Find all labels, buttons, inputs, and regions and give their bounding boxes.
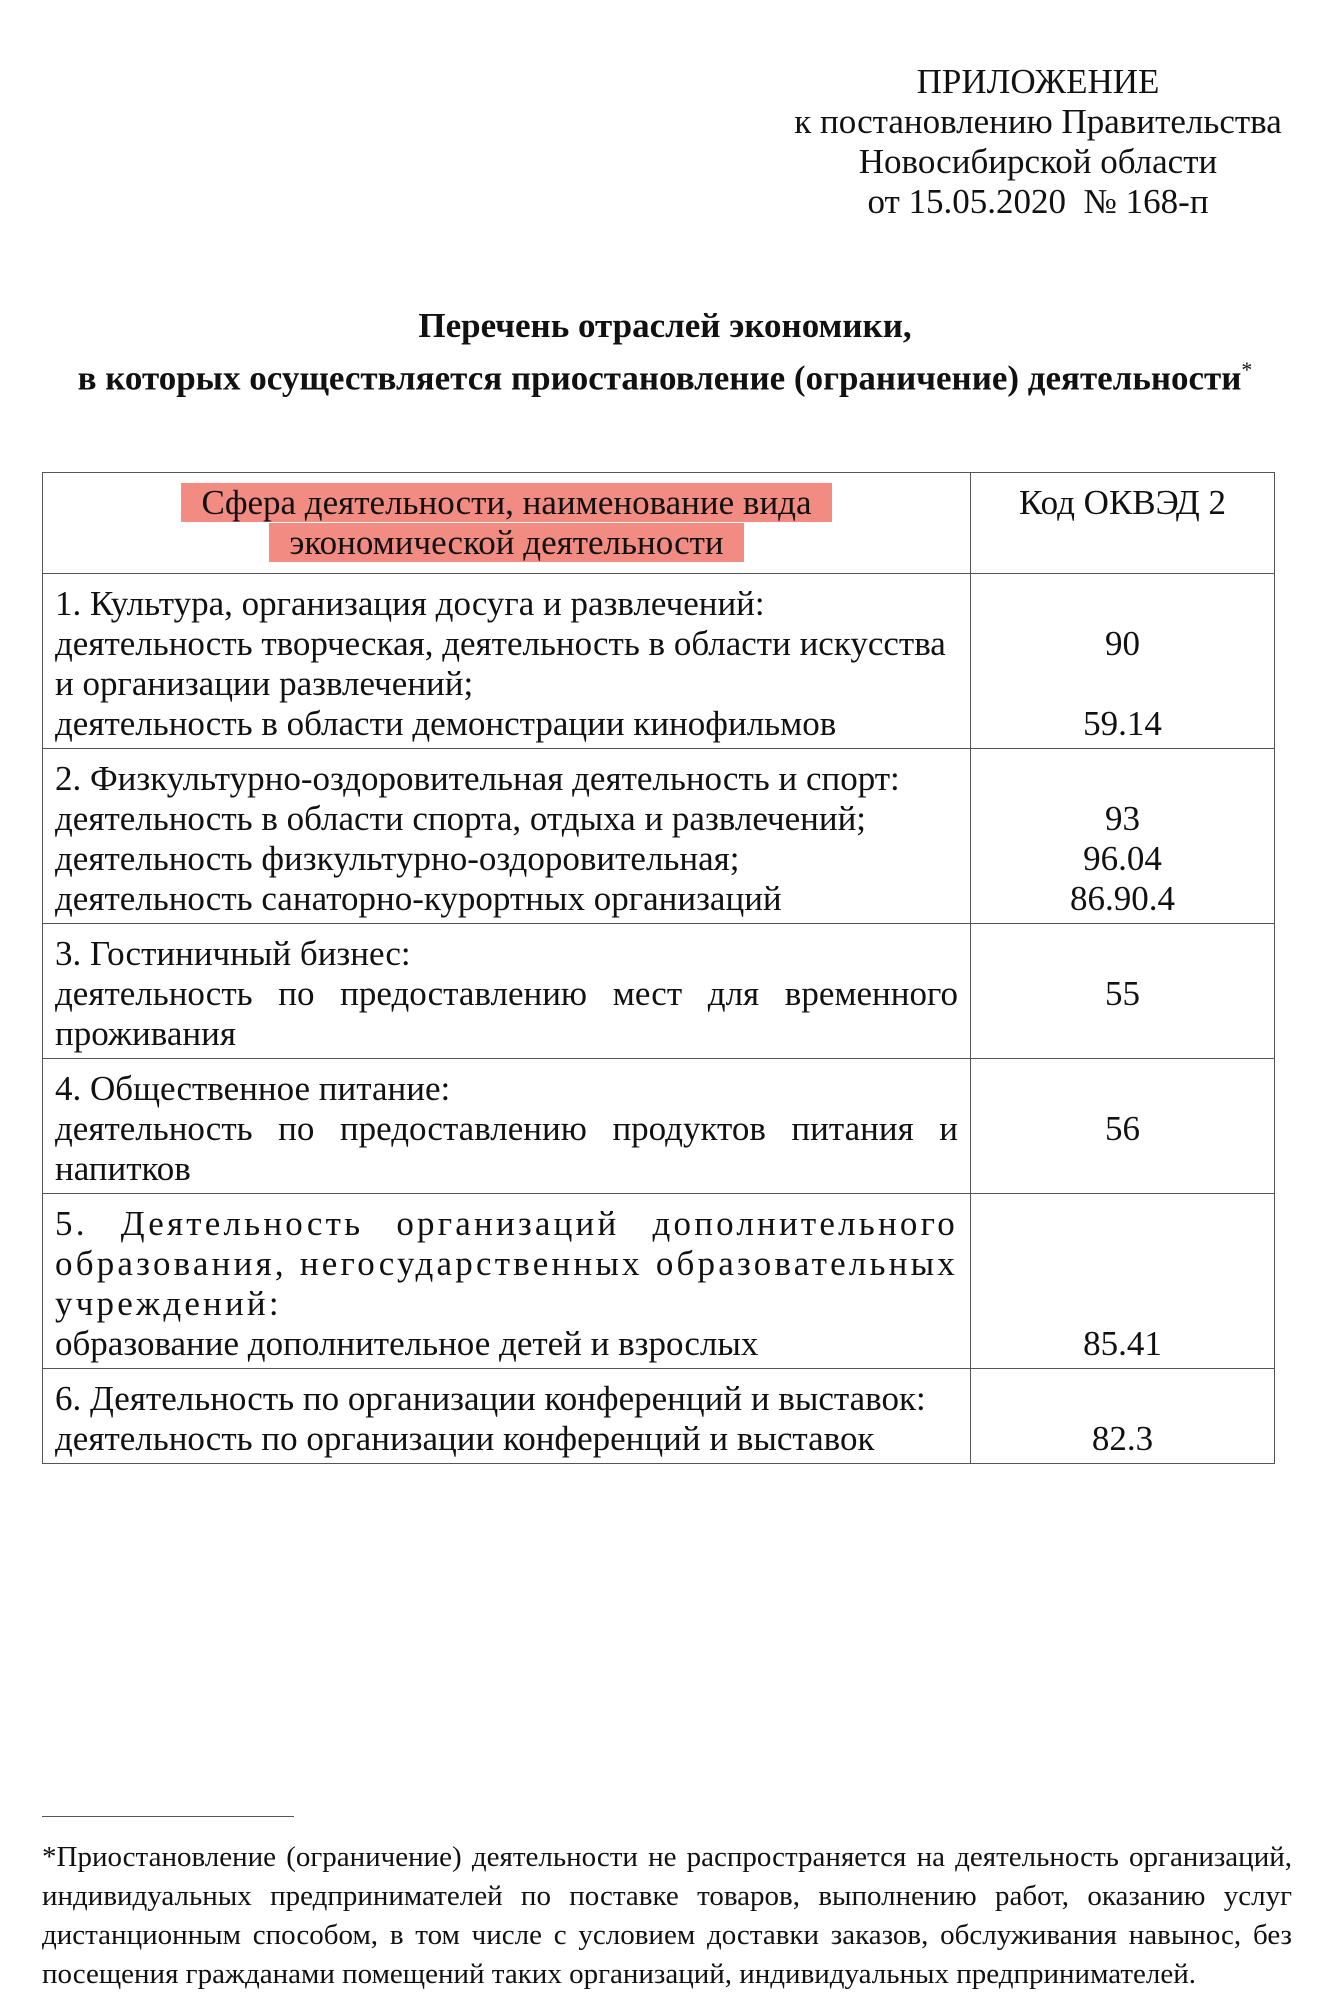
title-line-2: в которых осуществляется приостановление (ограничение) деятельности [77,358,1242,398]
code-cell [971,1059,1275,1194]
activity-item: деятельность по организации конференций и выставок [55,1419,875,1458]
activity-cell [43,574,971,749]
code-header-cell: Код ОКВЭД 2 [971,473,1275,574]
activity-item: деятельность в области спорта, отдыха и развлечений; [55,799,867,838]
category-title: 3. Гостиничный бизнес: [55,934,411,973]
okved-code: 59.14 [1083,704,1162,743]
code-cell [971,1369,1275,1464]
category-title: 4. Общественное питание: [55,1069,451,1108]
activity-item: деятельность в области демонстрации кинофильмов [55,704,837,743]
activity-header-line-2: экономической деятельности [269,523,743,562]
footnote [42,1838,1292,1994]
activity-cell [43,1369,971,1464]
footnote-mark: * [42,1841,57,1873]
appendix-line: к постановлению Правительства [794,102,1282,141]
document-title [40,304,1290,401]
activity-item: деятельность по предоставлению продуктов питания и напитков [55,1109,958,1188]
table-row [43,1059,1275,1194]
okved-code: 93 [1105,799,1140,838]
activity-cell [43,1194,971,1369]
title-line-2-wrap [40,348,1290,401]
appendix-date-number: от 15.05.2020 № 168-п [867,182,1209,221]
table-row [43,1194,1275,1369]
appendix-block [778,62,1298,222]
code-cell [971,574,1275,749]
okved-code: 85.41 [1083,1324,1162,1363]
activity-item: образование дополнительное детей и взрослых [55,1324,759,1363]
activity-cell [43,1059,971,1194]
activity-header-cell [43,473,971,574]
code-cell [971,924,1275,1059]
category-title: 6. Деятельность по организации конференций и выставок: [55,1379,926,1418]
okved-code: 82.3 [1091,1419,1154,1458]
code-cell [971,1194,1275,1369]
table-row [43,749,1275,924]
table-row [43,574,1275,749]
okved-code: 56 [1105,1109,1140,1148]
category-title: 5. Деятельность организаций дополнительного образования, негосударственных образовательных учреждений: [55,1204,958,1323]
okved-table [42,472,1275,1464]
activity-item: деятельность физкультурно-оздоровительная; [55,839,740,878]
activity-header-line-1: Сфера деятельности, наименование вида [181,483,831,522]
okved-code: 90 [1105,624,1140,663]
activity-item: деятельность творческая, деятельность в области искусства и организации развлечений; [55,624,946,703]
category-title: 1. Культура, организация досуга и развлечений: [55,584,765,623]
title-footnote-mark: * [1241,357,1253,382]
activity-item: деятельность санаторно-курортных организаций [55,879,782,918]
appendix-line: Новосибирской области [858,142,1218,181]
footnote-text: Приостановление (ограничение) деятельности не распространяется на деятельность организаций, индивидуальных предпринимателей по поставке товаров, выполнению работ, оказанию услуг дистанционным способом, в том числе с условием доставки заказов, обслуживания навынос, без посещения гражданами помещений таких организаций, индивидуальных предпринимателей. [42,1841,1292,1990]
okved-code: 86.90.4 [1070,879,1175,918]
activity-cell [43,749,971,924]
title-line-1: Перечень отраслей экономики, [418,306,912,345]
footnote-separator [42,1816,294,1817]
activity-item: деятельность по предоставлению мест для временного проживания [55,974,958,1053]
activity-cell [43,924,971,1059]
code-cell [971,749,1275,924]
okved-code: 96.04 [1083,839,1162,878]
okved-code: 55 [1105,974,1140,1013]
table-row [43,924,1275,1059]
category-title: 2. Физкультурно-оздоровительная деятельность и спорт: [55,759,900,798]
appendix-heading: ПРИЛОЖЕНИЕ [916,62,1160,101]
table-header-row [43,473,1275,574]
table-row [43,1369,1275,1464]
